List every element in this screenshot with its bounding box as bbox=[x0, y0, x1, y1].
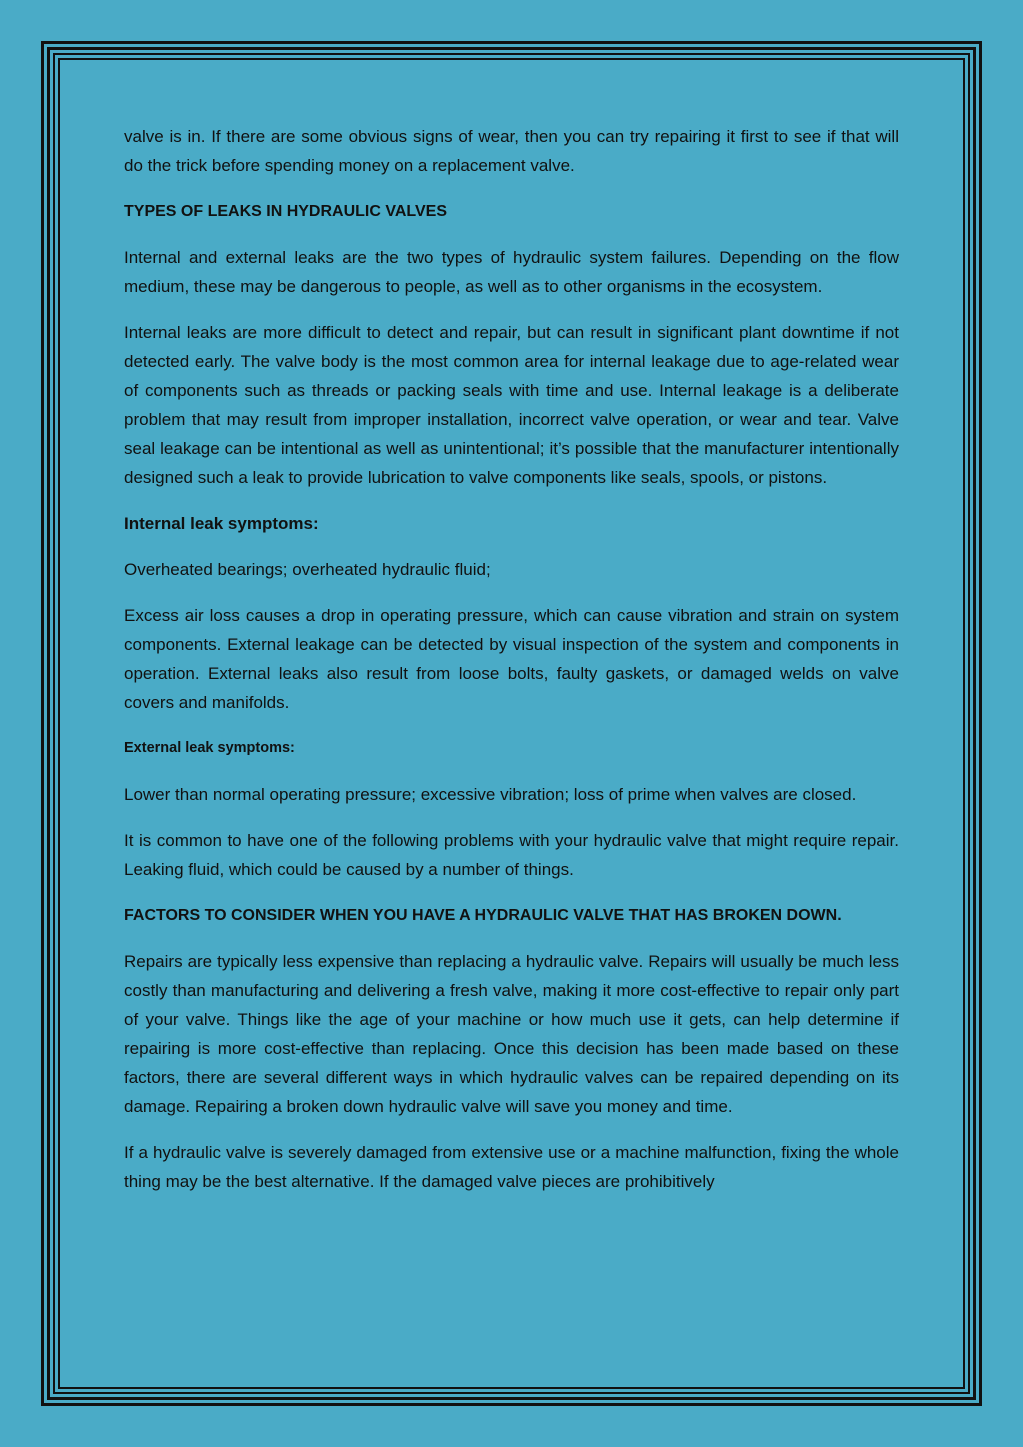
paragraph-intro: valve is in. If there are some obvious signs of wear, then you can try repairing it first to see if that will do the trick before spending money on a replacement valve. bbox=[124, 127, 899, 175]
paragraph-leak-types: Internal and external leaks are the two types of hydraulic system failures. Depending on the flow medium, these may be dangerous to people, as well as to other organisms in the ecosystem. bbox=[124, 248, 899, 296]
heading-external-leak-symptoms: External leak symptoms: bbox=[124, 740, 295, 756]
heading-internal-leak-symptoms: Internal leak symptoms: bbox=[124, 514, 319, 533]
heading-factors: FACTORS TO CONSIDER WHEN YOU HAVE A HYDRAULIC VALVE THAT HAS BROKEN DOWN. bbox=[124, 907, 842, 924]
paragraph-internal-symptoms: Overheated bearings; overheated hydraulic fluid; bbox=[124, 560, 491, 579]
paragraph-repair-cost: Repairs are typically less expensive than replacing a hydraulic valve. Repairs will usually be much less costly than manufacturing and delivering a fresh valve, making it more cost-effective to repair only part of your valve. Things like the age of your machine or how much use it gets, can help determine if repairing is more cost-effective than replacing. Once this decision has been made based on these factors, there are several different ways in which hydraulic valves can be repaired depending on its damage. Repairing a broken down hydraulic valve will save you money and time. bbox=[124, 952, 899, 1116]
paragraph-common-problems: It is common to have one of the following problems with your hydraulic valve that might require repair. Leaking fluid, which could be caused by a number of things. bbox=[124, 831, 899, 879]
paragraph-external-symptoms: Lower than normal operating pressure; excessive vibration; loss of prime when valves are closed. bbox=[124, 785, 857, 804]
paragraph-external-leakage: Excess air loss causes a drop in operating pressure, which can cause vibration and strain on system components. External leakage can be detected by visual inspection of the system and components in operation. External leaks also result from loose bolts, faulty gaskets, or damaged welds on valve covers and manifolds. bbox=[124, 606, 899, 712]
heading-types-of-leaks: TYPES OF LEAKS IN HYDRAULIC VALVES bbox=[124, 203, 447, 220]
paragraph-internal-leaks: Internal leaks are more difficult to detect and repair, but can result in significant plant downtime if not detected early. The valve body is the most common area for internal leakage due to age-related wear of components such as threads or packing seals with time and use. Internal leakage is a deliberate problem that may result from improper installation, incorrect valve operation, or wear and tear. Valve seal leakage can be intentional as well as unintentional; it’s possible that the manufacturer intentionally designed such a leak to provide lubrication to valve components like seals, spools, or pistons. bbox=[124, 323, 899, 487]
document-body bbox=[124, 122, 899, 1213]
paragraph-severe-damage: If a hydraulic valve is severely damaged from extensive use or a machine malfunction, fixing the whole thing may be the best alternative. If the damaged valve pieces are prohibitively bbox=[124, 1143, 899, 1191]
